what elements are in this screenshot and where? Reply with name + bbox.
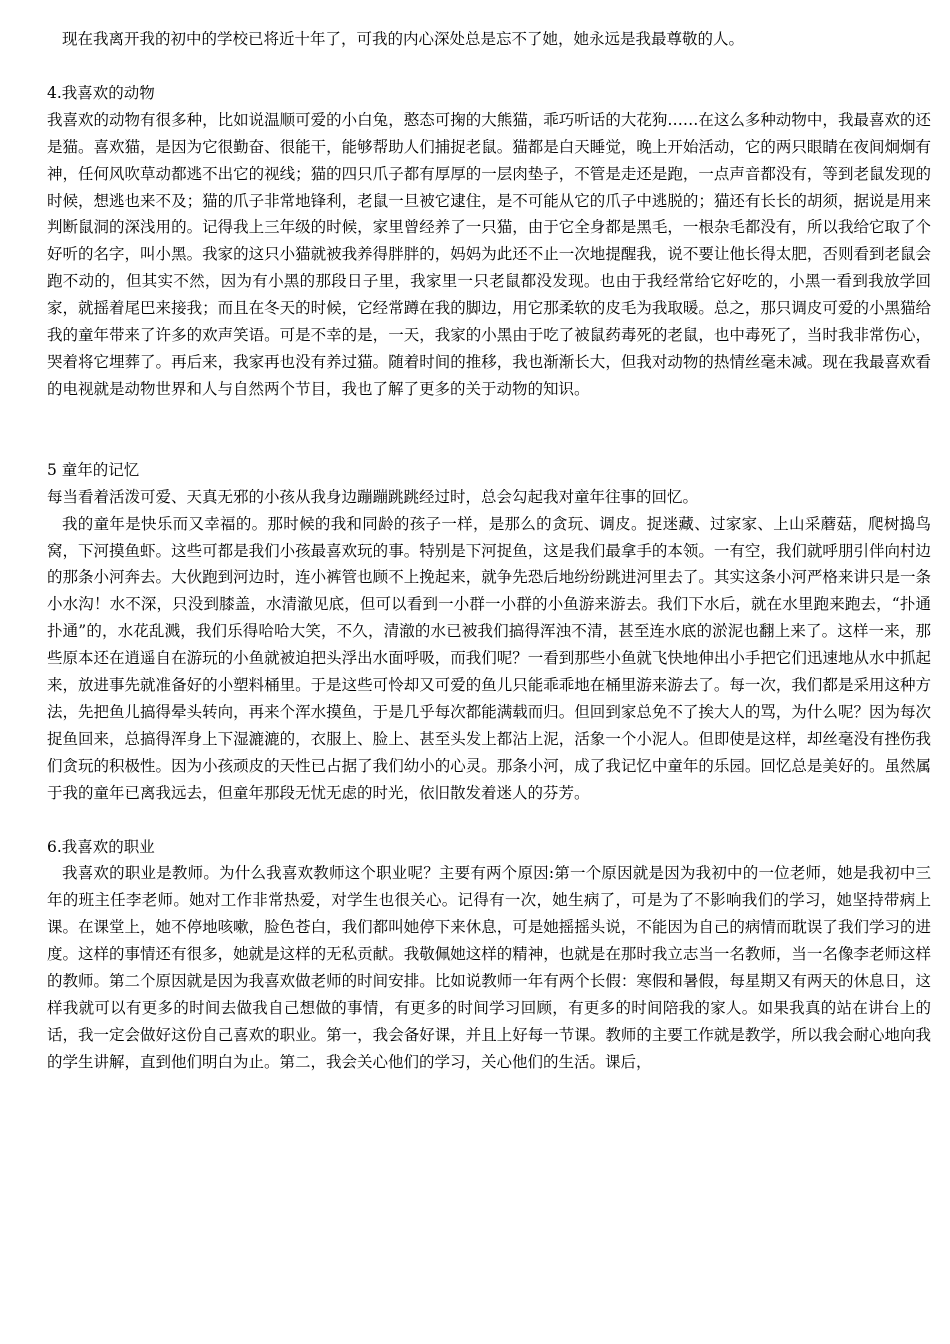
section-6-title: 6.我喜欢的职业	[47, 837, 155, 856]
intro-paragraph: 现在我离开我的初中的学校已将近十年了，可我的内心深处总是忘不了她，她永远是我最尊敬的人。	[62, 30, 745, 48]
section-5-title: 5 童年的记忆	[47, 460, 140, 479]
spacer	[47, 807, 931, 834]
section-5-lead: 每当看着活泼可爱、天真无邪的小孩从我身边蹦蹦跳跳经过时，总会勾起我对童年往事的回忆。	[47, 487, 699, 506]
spacer	[47, 403, 931, 457]
section-5-body: 我的童年是快乐而又幸福的。那时候的我和同龄的孩子一样，是那么的贪玩、调皮。捉迷藏、过家家、上山采蘑菇，爬树捣鸟窝，下河摸鱼虾。这些可都是我们小孩最喜欢玩的事。特别是下河捉鱼，这是我们最拿手的本领。一有空，我们就呼朋引伴向村边的那条小河奔去。大伙跑到河边时，连小裤管也顾不上挽起来，就争先恐后地纷纷跳进河里去了。其实这条小河严格来讲只是一条小水沟！水不深，只没到膝盖，水清澈见底，但可以看到一小群一小群的小鱼游来游去。我们下水后，就在水里跑来跑去，“扑通扑通”的，水花乱溅，我们乐得哈哈大笑，不久，清澈的水已被我们搞得浑浊不清，甚至连水底的淤泥也翻上来了。这样一来，那些原本还在逍遥自在游玩的小鱼就被迫把头浮出水面呼吸，而我们呢？一看到那些小鱼就飞快地伸出小手把它们迅速地从水中抓起来，放进事先就准备好的小塑料桶里。于是这些可怜却又可爱的鱼儿只能乖乖地在桶里游来游去了。每一次，我们都是采用这种方法，先把鱼儿搞得晕头转向，再来个浑水摸鱼，于是几乎每次都能满载而归。但回到家总免不了挨大人的骂，为什么呢？因为每次捉鱼回来，总搞得浑身上下湿漉漉的，衣服上、脸上、甚至头发上都沾上泥，活象一个小泥人。但即使是这样，却丝毫没有挫伤我们贪玩的积极性。因为小孩顽皮的天性已占据了我们幼小的心灵。那条小河，成了我记忆中童年的乐园。回忆总是美好的。虽然属于我的童年已离我远去，但童年那段无忧无虑的时光，依旧散发着迷人的芬芳。	[47, 514, 931, 802]
section-4-body: 我喜欢的动物有很多种，比如说温顺可爱的小白兔，憨态可掬的大熊猫，乖巧听话的大花狗……在这么多种动物中，我最喜欢的还是猫。喜欢猫，是因为它很勤奋、很能干，能够帮助人们捕捉老鼠。猫都是白天睡觉，晚上开始活动，它的两只眼睛在夜间炯炯有神，任何风吹草动都逃不出它的视线；猫的四只爪子都有厚厚的一层肉垫子，不管是走还是跑，一点声音都没有，等到老鼠发现的时候，想逃也来不及；猫的爪子非常地锋利，老鼠一旦被它逮住，是不可能从它的爪子中逃脱的；猫还有长长的胡须，据说是用来判断鼠洞的深浅用的。记得我上三年级的时候，家里曾经养了一只猫，由于它全身都是黑毛，一根杂毛都没有，所以我给它取了个好听的名字，叫小黑。我家的这只小猫就被我养得胖胖的，妈妈为此还不止一次地提醒我，说不要让他长得太肥，否则看到老鼠会跑不动的，但其实不然，因为有小黑的那段日子里，我家里一只老鼠都没发现。也由于我经常给它好吃的，小黑一看到我放学回家，就摇着尾巴来接我；而且在冬天的时候，它经常蹲在我的脚边，用它那柔软的皮毛为我取暖。总之，那只调皮可爱的小黑猫给我的童年带来了许多的欢声笑语。可是不幸的是，一天，我家的小黑由于吃了被鼠药毒死的老鼠，也中毒死了，当时我非常伤心，哭着将它埋葬了。再后来，我家再也没有养过猫。随着时间的推移，我也渐渐长大，但我对动物的热情丝毫未减。现在我最喜欢看的电视就是动物世界和人与自然两个节目，我也了解了更多的关于动物的知识。	[47, 110, 931, 398]
spacer	[47, 53, 931, 80]
section-6-body: 我喜欢的职业是教师。为什么我喜欢教师这个职业呢？主要有两个原因:第一个原因就是因为我初中的一位老师，她是我初中三年的班主任李老师。她对工作非常热爱，对学生也很关心。记得有一次，她生病了，可是为了不影响我们的学习，她坚持带病上课。在课堂上，她不停地咳嗽，脸色苍白，我们都叫她停下来休息，可是她摇摇头说，不能因为自己的病情而耽误了我们学习的进度。这样的事情还有很多，她就是这样的无私贡献。我敬佩她这样的精神，也就是在那时我立志当一名教师，当一名像李老师这样的教师。第二个原因就是因为我喜欢做老师的时间安排。比如说教师一年有两个长假：寒假和暑假，每星期又有两天的休息日，这样我就可以有更多的时间去做我自己想做的事情，有更多的时间学习回顾，有更多的时间陪我的家人。如果我真的站在讲台上的话，我一定会做好这份自己喜欢的职业。第一，我会备好课，并且上好每一节课。教师的主要工作就是教学，所以我会耐心地向我的学生讲解，直到他们明白为止。第二，我会关心他们的学习，关心他们的生活。课后，	[47, 864, 931, 1071]
section-4-title: 4.我喜欢的动物	[47, 83, 155, 102]
document-page	[47, 26, 931, 1076]
